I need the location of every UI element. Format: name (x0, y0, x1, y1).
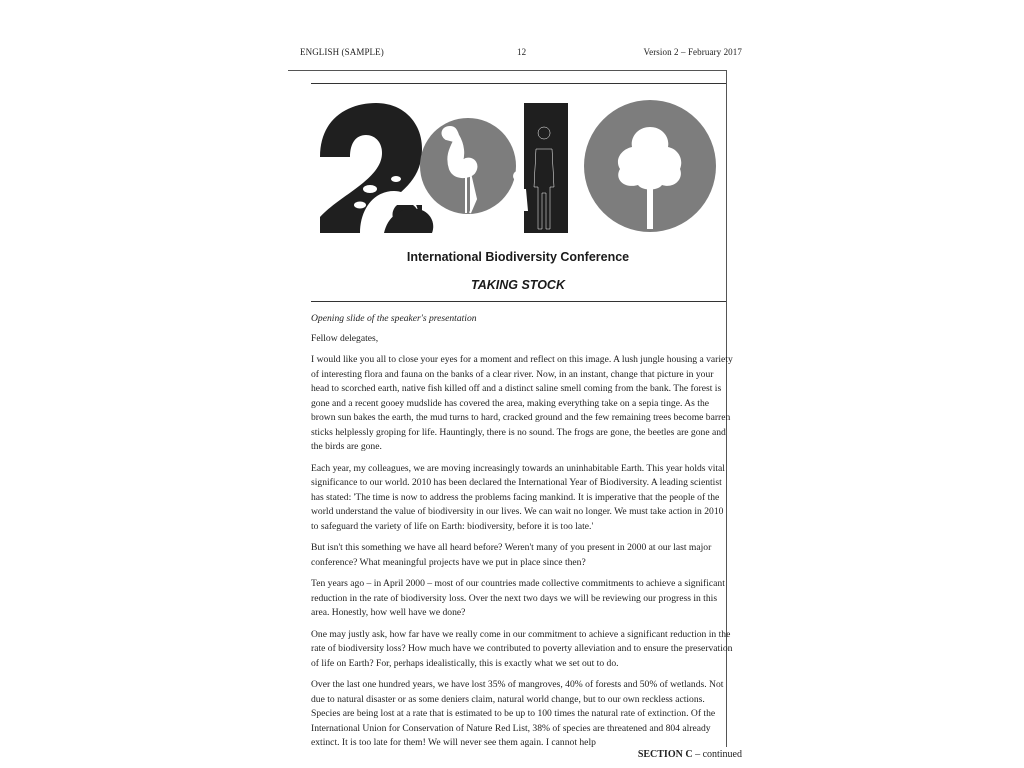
paragraph-greeting: Fellow delegates, (311, 332, 379, 344)
paragraph: Over the last one hundred years, we have lost 35% of mangroves, 40% of forests and 50% of wetlands. Not due to natural disaster or as some deniers claim, natural world change, but to our own reckless actions. Species are being lost at a rate that is estimated to be up to 100 times the natural rate of extinction. Of the International Union for Conservation of Nature Red List, 38% of species are threatened and 804 already extinct. It is too late for them! We will never see them again. I cannot help (311, 679, 724, 748)
document-subtitle: TAKING STOCK (471, 278, 565, 292)
year-2010-logo-image (318, 99, 717, 233)
section-label: SECTION C (637, 749, 693, 760)
continued-label: – continued (695, 749, 742, 760)
image-caption: Opening slide of the speaker's presentation (311, 313, 477, 324)
speech-body (311, 312, 733, 748)
fish-icon (391, 176, 401, 182)
fish-icon (354, 202, 366, 209)
paragraph: Ten years ago – in April 2000 – most of our countries made collective commitments to achieve a significant reduction in the rate of biodiversity loss. Over the next two days we will be reviewing our progress in this area. Honestly, how well have we done? (311, 578, 725, 618)
title-divider (311, 301, 726, 302)
version-label: Version 2 – February 2017 (643, 47, 742, 57)
tree-trunk (647, 181, 653, 229)
paragraph: But isn't this something we have all heard before? Weren't many of you present in 2000 at our last major conference? What meaningful projects have we put in place since then? (311, 542, 712, 568)
header-subject: ENGLISH (SAMPLE) (300, 47, 384, 57)
paragraph: One may justly ask, how far have we really come in our commitment to achieve a significant reduction in the rate of biodiversity loss? How much have we contributed to poverty alleviation and to ensure the preservation of life on Earth? For, perhaps idealistically, this is exactly what we set out to do. (311, 628, 733, 669)
section-continued-label (638, 749, 742, 760)
paragraph: Each year, my colleagues, we are moving increasingly towards an uninhabitable Earth. This year holds vital significance to our world. 2010 has been declared the International Year of Biodiversity. A leading scientist has stated: 'The time is now to address the problems facing mankind. It is imperative that the people of the world understand the value of biodiversity in our lives. We can wait no longer. We must take action in 2010 to safeguard the variety of life on Earth: biodiversity, before it is too late.' (311, 462, 725, 532)
fish-icon (363, 185, 377, 193)
page-number: 12 (517, 47, 527, 57)
paragraph: I would like you all to close your eyes for a moment and reflect on this image. A lush jungle housing a variety of interesting flora and fauna on the banks of a clear river. Now, in an instant, change that picture in your head to scorched earth, native fish killed off and a distinct saline smell coming from the bank. The forest is gone and a recent gooey mudslide has covered the area, making everything take on a sepia tinge. As the brown sun bakes the earth, the mud turns to hard, cracked ground and the few remaining trees become barren sticks helplessly groping for life. Hauntingly, there is no sound. The frogs are gone, the beetles are gone and the birds are gone. (311, 354, 733, 452)
conference-title: International Biodiversity Conference (406, 250, 630, 264)
top-divider (311, 83, 726, 84)
